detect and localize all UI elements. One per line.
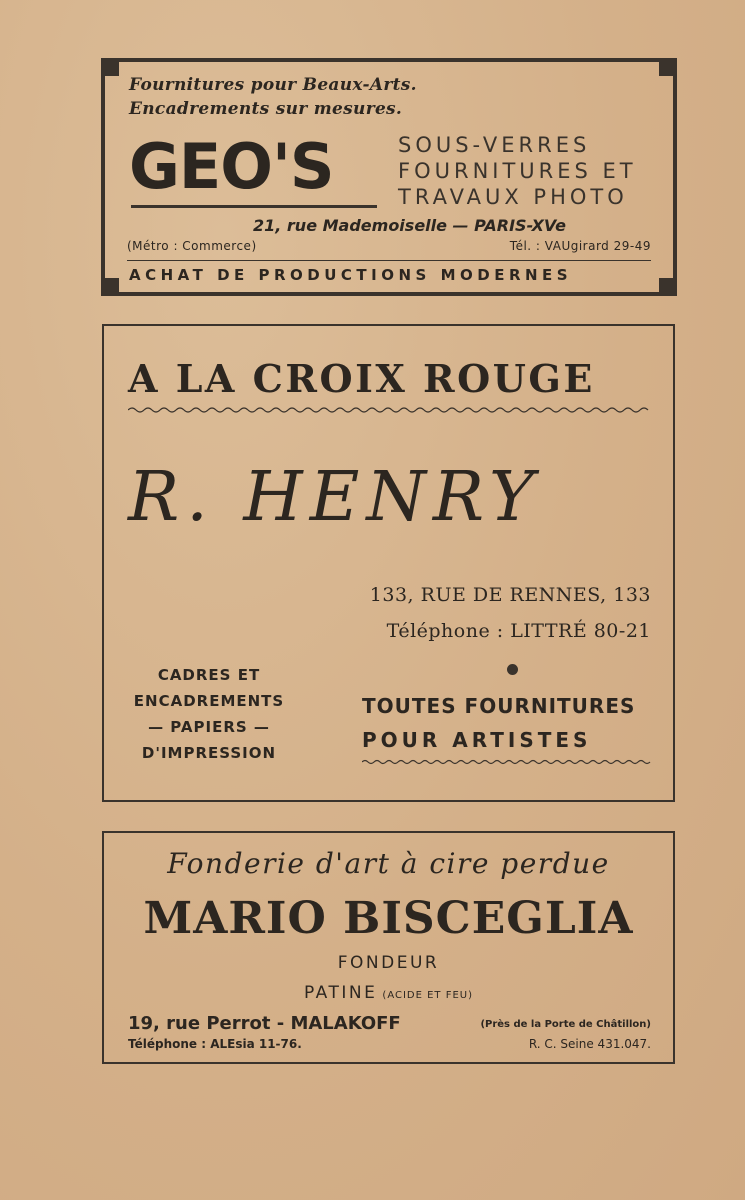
service-line: TRAVAUX PHOTO [398,185,628,209]
croix-phone: Téléphone : LITTRÉ 80-21 [386,620,651,642]
geos-services [398,132,637,210]
croix-right-line-2: POUR ARTISTES [362,728,592,752]
croix-rouge-ad [102,324,675,802]
geos-footer: ACHAT DE PRODUCTIONS MODERNES [129,266,573,284]
mario-address-note: (Près de la Porte de Châtillon) [480,1019,651,1030]
service-line: FOURNITURES ET [398,159,637,183]
croix-address: 133, RUE DE RENNES, 133 [369,584,651,606]
geos-phone: Tél. : VAUgirard 29-49 [509,239,651,253]
mario-ad [102,831,675,1064]
henry-name: R. HENRY [128,458,541,537]
croix-right-line-1: TOUTES FOURNITURES [362,694,636,718]
wavy-underline [362,759,652,765]
croix-title: A LA CROIX ROUGE [128,356,595,401]
left-line: CADRES ET [157,666,261,684]
geos-metro: (Métro : Commerce) [127,239,257,253]
wavy-divider [128,406,652,414]
mario-patine-note: (ACIDE ET FEU) [382,990,474,1001]
mario-tagline: Fonderie d'art à cire perdue [167,847,610,880]
dot-ornament [507,664,518,675]
corner-ornament [659,58,677,76]
mario-phone: Téléphone : ALEsia 11-76. [128,1037,302,1051]
service-line: SOUS-VERRES [398,133,591,157]
mario-address: 19, rue Perrot - MALAKOFF [128,1013,401,1034]
mario-role: FONDEUR [337,953,440,973]
mario-patine-row [104,983,673,1003]
mario-rc: R. C. Seine 431.047. [528,1037,651,1051]
left-line: D'IMPRESSION [141,744,277,762]
geos-logo: GEO'S [129,130,334,203]
left-line: ENCADREMENTS [133,692,285,710]
corner-ornament [101,58,119,76]
geos-tagline-2: Encadrements sur mesures. [129,99,403,119]
mario-patine: PATINE [303,983,378,1003]
croix-left-list [124,662,294,766]
geos-tagline-1: Fournitures pour Beaux-Arts. [129,75,417,95]
left-line: — PAPIERS — [148,718,270,736]
logo-underline [131,205,377,208]
geos-address: 21, rue Mademoiselle — PARIS-XVe [253,216,566,235]
divider [127,260,651,261]
corner-ornament [659,278,677,296]
corner-ornament [101,278,119,296]
geos-ad [101,58,677,296]
mario-name: MARIO BISCEGLIA [143,893,634,944]
